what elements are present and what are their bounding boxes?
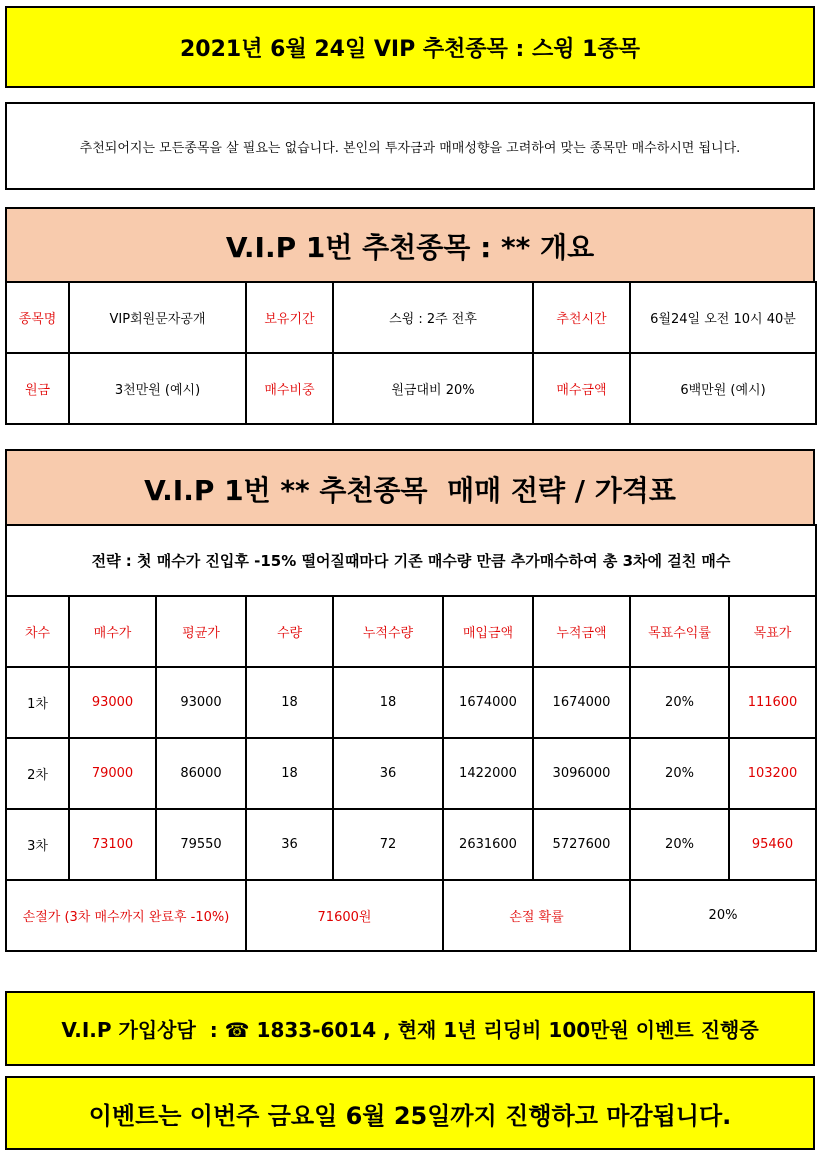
stoploss-price: 71600원 [246,880,443,951]
price-table-header-row [6,596,816,667]
overview-header [5,207,815,283]
table-cell: 1차 [6,667,69,738]
table-cell: 18 [246,667,333,738]
table-cell: 79000 [69,738,156,809]
stock-name-label: 종목명 [6,282,69,353]
table-cell: 36 [333,738,443,809]
buy-amount-value: 6백만원 (예시) [630,353,816,424]
event-banner [5,1076,815,1150]
table-cell: 79550 [156,809,246,880]
stoploss-row [6,880,816,951]
buy-amount-label: 매수금액 [533,353,630,424]
principal-value: 3천만원 (예시) [69,353,246,424]
column-header: 매입금액 [443,596,533,667]
strategy-description-row [6,525,816,596]
column-header: 매수가 [69,596,156,667]
table-cell: 73100 [69,809,156,880]
table-cell: 86000 [156,738,246,809]
stoploss-prob-value: 20% [630,880,816,951]
table-cell: 20% [630,667,729,738]
title-banner [5,6,815,88]
table-row [6,738,816,809]
consult-text: V.I.P 가입상담 : ☎ 1833-6014 , 현재 1년 리딩비 100만원 이벤트 진행중 [61,1018,759,1042]
overview-title: V.I.P 1번 추천종목 : ** 개요 [225,231,595,264]
recommend-time-label: 추천시간 [533,282,630,353]
table-cell: 20% [630,809,729,880]
table-cell: 103200 [729,738,816,809]
table-cell: 93000 [156,667,246,738]
column-header: 수량 [246,596,333,667]
table-cell: 36 [246,809,333,880]
stoploss-prob-label: 손절 확률 [443,880,630,951]
notice-text: 추천되어지는 모든종목을 살 필요는 없습니다. 본인의 투자금과 매매성향을 고려하여 맞는 종목만 매수하시면 됩니다. [79,140,741,156]
column-header: 누적수량 [333,596,443,667]
column-header: 목표수익률 [630,596,729,667]
table-cell: 111600 [729,667,816,738]
strategy-description: 전략 : 첫 매수가 진입후 -15% 떨어질때마다 기존 매수량 만큼 추가매수하여 총 3차에 걸친 매수 [6,525,816,596]
column-header: 차수 [6,596,69,667]
table-cell: 3차 [6,809,69,880]
table-cell: 2차 [6,738,69,809]
table-cell: 72 [333,809,443,880]
table-cell: 1674000 [443,667,533,738]
table-cell: 3096000 [533,738,630,809]
principal-label: 원금 [6,353,69,424]
title-text: 2021년 6월 24일 VIP 추천종목 : 스윙 1종목 [180,36,640,62]
column-header: 평균가 [156,596,246,667]
strategy-title: V.I.P 1번 ** 추천종목 매매 전략 / 가격표 [144,473,676,507]
stock-name-value: VIP회원문자공개 [69,282,246,353]
table-cell: 18 [246,738,333,809]
overview-row [6,282,816,353]
recommend-time-value: 6월24일 오전 10시 40분 [630,282,816,353]
table-row [6,809,816,880]
event-text: 이벤트는 이번주 금요일 6월 25일까지 진행하고 마감됩니다. [88,1101,732,1130]
buy-ratio-label: 매수비중 [246,353,333,424]
table-cell: 18 [333,667,443,738]
strategy-header [5,449,815,526]
consult-banner [5,991,815,1066]
table-cell: 1422000 [443,738,533,809]
table-row [6,667,816,738]
overview-row [6,353,816,424]
holding-period-label: 보유기간 [246,282,333,353]
table-cell: 2631600 [443,809,533,880]
holding-period-value: 스윙 : 2주 전후 [333,282,533,353]
overview-table [5,281,817,425]
notice-box [5,102,815,190]
table-cell: 20% [630,738,729,809]
table-cell: 93000 [69,667,156,738]
column-header: 누적금액 [533,596,630,667]
table-cell: 5727600 [533,809,630,880]
strategy-table [5,524,817,952]
stoploss-label: 손절가 (3차 매수까지 완료후 -10%) [6,880,246,951]
buy-ratio-value: 원금대비 20% [333,353,533,424]
table-cell: 95460 [729,809,816,880]
table-cell: 1674000 [533,667,630,738]
column-header: 목표가 [729,596,816,667]
